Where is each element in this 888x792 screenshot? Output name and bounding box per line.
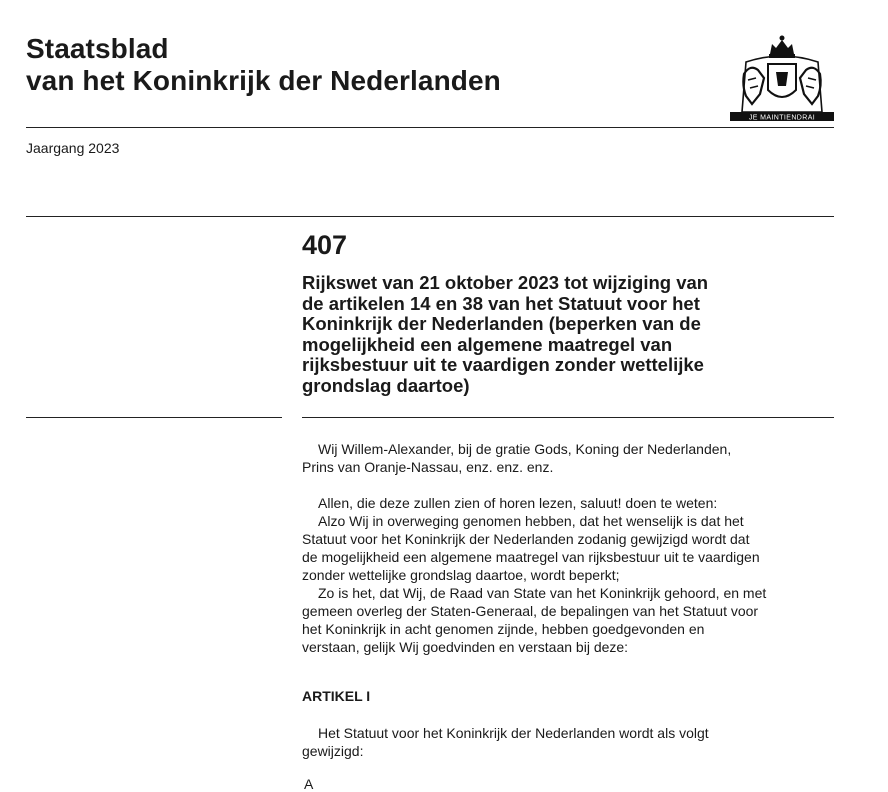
text-line: Zo is het, dat Wij, de Raad van State van het Koninkrijk gehoord, en met (318, 585, 767, 601)
publication-title-line-2: van het Koninkrijk der Nederlanden (26, 65, 501, 96)
text-line: het Koninkrijk in acht genomen zijnde, hebben goedgevonden en (302, 621, 705, 637)
text-line: Prins van Oranje-Nassau, enz. enz. enz. (302, 459, 554, 475)
text-line: verstaan, gelijk Wij goedvinden en verstaan bij deze: (302, 639, 629, 655)
law-title-line: rijksbestuur uit te vaardigen zonder wettelijke (302, 354, 704, 375)
law-title-line: de artikelen 14 en 38 van het Statuut voor het (302, 292, 700, 314)
document-number: 407 (302, 230, 348, 260)
text-line: gewijzigd: (302, 743, 364, 759)
title-divider (302, 417, 834, 418)
header-divider (26, 127, 834, 128)
section-marker: A (304, 776, 314, 792)
coat-of-arms-logo (726, 34, 838, 124)
preamble-paragraph (302, 440, 731, 476)
crest-motto: JE MAINTIENDRAI (748, 114, 816, 122)
text-line: Statuut voor het Koninkrijk der Nederlanden zodanig gewijzigd wordt dat (302, 531, 750, 547)
publication-title-line-1: Staatsblad (26, 33, 169, 64)
law-title-line: mogelijkheid een algemene maatregel van (302, 333, 673, 355)
text-line: zonder wettelijke grondslag daartoe, wordt beperkt; (302, 567, 620, 583)
text-line: gemeen overleg der Staten-Generaal, de bepalingen van het Statuut voor (302, 603, 759, 619)
article-intro-paragraph (302, 724, 709, 760)
law-title-line: grondslag daartoe) (302, 374, 470, 396)
left-column-divider (26, 417, 282, 418)
considerations-paragraph (302, 494, 766, 656)
publication-title (26, 33, 501, 97)
text-line: Alzo Wij in overweging genomen hebben, dat het wenselijk is dat het (318, 513, 744, 529)
text-line: Allen, die deze zullen zien of horen lezen, saluut! doen te weten: (318, 495, 718, 511)
law-title (302, 273, 842, 396)
law-title-line: Koninkrijk der Nederlanden (beperken van de (302, 313, 701, 334)
section-divider-top (26, 216, 834, 217)
volume-year: Jaargang 2023 (26, 140, 120, 156)
law-title-line: Rijkswet van 21 oktober 2023 tot wijziging van (302, 272, 709, 293)
article-heading: ARTIKEL I (302, 688, 371, 704)
text-line: Het Statuut voor het Koninkrijk der Nederlanden wordt als volgt (318, 725, 709, 741)
text-line: de mogelijkheid een algemene maatregel van rijksbestuur uit te vaardigen (302, 549, 760, 565)
text-line: Wij Willem-Alexander, bij de gratie Gods, Koning der Nederlanden, (318, 441, 732, 457)
